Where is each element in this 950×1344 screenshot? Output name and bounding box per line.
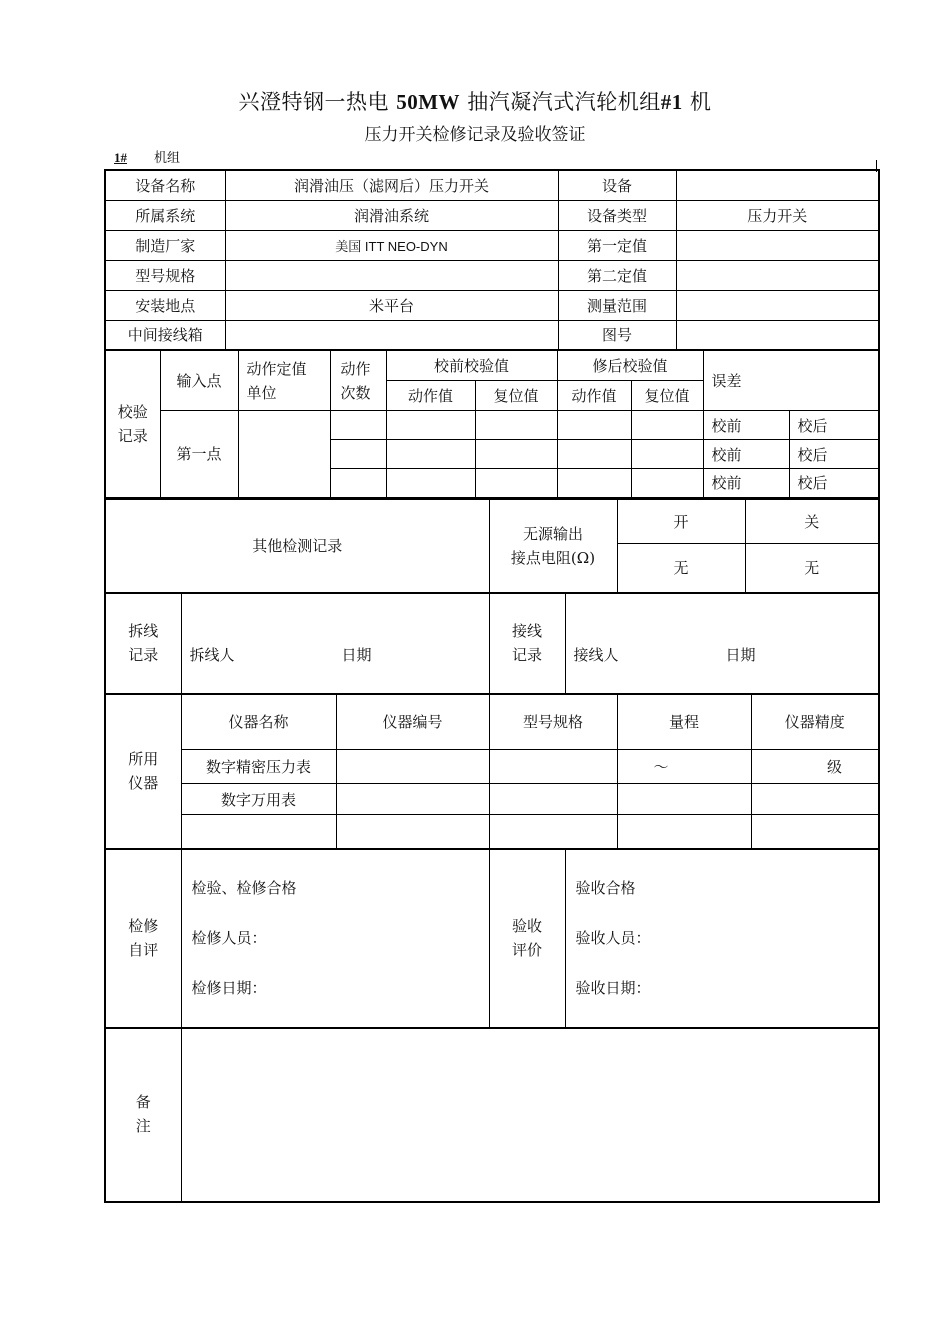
remove-wire-fields <box>181 593 489 694</box>
action-count-header <box>330 351 386 411</box>
error-after-label: 校后 <box>789 440 879 469</box>
instrument-number <box>336 815 489 849</box>
instrument-accuracy: 级 <box>751 750 879 784</box>
pre-reset-value-header: 复位值 <box>475 381 557 411</box>
instrument-accuracy <box>751 784 879 815</box>
info-value: 美国 ITT NEO-DYN <box>225 230 558 260</box>
info-label: 安装地点 <box>105 290 225 320</box>
calibration-table <box>104 350 880 499</box>
info-value <box>676 170 879 200</box>
acceptance-label <box>489 849 565 1029</box>
instrument-range: ～ <box>617 750 751 784</box>
instrument-accuracy-header: 仪器精度 <box>751 694 879 750</box>
calibration-cell <box>330 411 386 440</box>
connect-date-label: 日期 <box>725 646 756 665</box>
error-before-label: 校前 <box>703 440 789 469</box>
accept-date-label: 验收日期： <box>575 979 651 997</box>
instrument-number <box>336 750 489 784</box>
instrument-accuracy <box>751 815 879 849</box>
calibration-section-label <box>105 351 160 498</box>
info-label: 测量范围 <box>558 290 676 320</box>
info-value <box>676 290 879 320</box>
remarks-table <box>104 1027 880 1203</box>
instrument-range <box>617 784 751 815</box>
error-after-label: 校后 <box>789 411 879 440</box>
info-row <box>105 170 879 200</box>
title-unit-number: #1 <box>660 90 683 114</box>
info-value: 润滑油压（滤网后）压力开关 <box>225 170 558 200</box>
pre-action-value-header: 动作值 <box>386 381 475 411</box>
info-label: 设备名称 <box>105 170 225 200</box>
info-label: 型号规格 <box>105 260 225 290</box>
post-check-header: 修后校验值 <box>557 351 703 381</box>
info-label: 设备类型 <box>558 200 676 230</box>
self-evaluation-fields <box>181 849 489 1029</box>
info-row <box>105 320 879 350</box>
calibration-cell <box>330 440 386 469</box>
instrument-model <box>489 784 617 815</box>
instrument-model-header: 型号规格 <box>489 694 617 750</box>
info-label: 第二定值 <box>558 260 676 290</box>
instrument-range <box>617 815 751 849</box>
remove-date-label: 日期 <box>341 646 372 665</box>
instrument-name: 数字万用表 <box>181 784 336 815</box>
self-date-label: 检修日期： <box>191 979 267 997</box>
post-action-value-header: 动作值 <box>557 381 631 411</box>
info-value <box>676 320 879 350</box>
instrument-name <box>181 815 336 849</box>
instrument-model <box>489 750 617 784</box>
connect-wire-label <box>489 593 565 694</box>
info-label: 图号 <box>558 320 676 350</box>
pre-check-header: 校前校验值 <box>386 351 557 381</box>
remove-wire-label <box>105 593 181 694</box>
title-capacity: 50MW <box>396 90 461 114</box>
info-value <box>676 260 879 290</box>
info-value: 润滑油系统 <box>225 200 558 230</box>
calibration-cell <box>475 469 557 498</box>
document-title <box>0 86 950 116</box>
close-value: 无 <box>745 544 879 593</box>
remove-wire-label-text: 拆线 记录 <box>128 621 159 664</box>
error-header: 误差 <box>703 351 879 411</box>
unit-number: 1# <box>114 150 127 165</box>
action-setting-cell <box>238 411 330 498</box>
remarks-label <box>105 1028 181 1202</box>
title-part: 兴澄特钢一热电 <box>238 90 397 114</box>
calibration-cell <box>386 440 475 469</box>
connect-person-label: 接线人 <box>573 646 619 665</box>
connect-wire-fields <box>565 593 879 694</box>
input-point-header: 输入点 <box>160 351 238 411</box>
accept-pass-text: 验收合格 <box>575 879 636 897</box>
info-label: 中间接线箱 <box>105 320 225 350</box>
remove-person-label: 拆线人 <box>189 646 235 665</box>
calibration-cell <box>557 440 631 469</box>
passive-output-text: 无源输出 接点电阻(Ω) <box>510 524 596 567</box>
instrument-row <box>105 815 879 849</box>
point-1-label: 第一点 <box>160 411 238 498</box>
info-value: 压力开关 <box>676 200 879 230</box>
info-value <box>676 230 879 260</box>
instrument-row <box>105 750 879 784</box>
calibration-cell <box>631 440 703 469</box>
error-before-label: 校前 <box>703 469 789 498</box>
info-value: 米平台 <box>225 290 558 320</box>
instrument-number <box>336 784 489 815</box>
info-row <box>105 200 879 230</box>
calibration-cell <box>631 411 703 440</box>
unit-label: 机组 <box>154 151 181 166</box>
self-person-label: 检修人员： <box>191 929 267 947</box>
self-evaluation-label-text: 检修 自评 <box>128 917 159 959</box>
passive-output-resistance-label <box>489 500 617 593</box>
document-subtitle: 压力开关检修记录及验收签证 <box>364 125 586 145</box>
title-part: 机 <box>682 90 712 114</box>
error-before-label: 校前 <box>703 411 789 440</box>
calibration-cell <box>475 440 557 469</box>
evaluation-table <box>104 848 880 1029</box>
action-setting-unit-header <box>238 351 330 411</box>
connect-wire-label-text: 接线 记录 <box>511 621 542 664</box>
instrument-name-header: 仪器名称 <box>181 694 336 750</box>
calibration-label-text: 校验 记录 <box>117 402 148 445</box>
title-part: 抽汽凝汽式汽轮机组 <box>460 90 661 114</box>
instrument-range-header: 量程 <box>617 694 751 750</box>
calibration-cell <box>631 469 703 498</box>
action-setting-unit-text: 动作定值 单位 <box>246 359 307 402</box>
instruments-label-text: 所用 仪器 <box>128 749 159 792</box>
info-value <box>225 260 558 290</box>
remarks-label-text: 备 注 <box>135 1093 151 1136</box>
close-header: 关 <box>745 500 879 544</box>
calibration-cell <box>330 469 386 498</box>
self-evaluation-label <box>105 849 181 1029</box>
unit-line <box>114 147 180 166</box>
calibration-cell <box>475 411 557 440</box>
calibration-cell <box>557 411 631 440</box>
calibration-cell <box>386 469 475 498</box>
instrument-model <box>489 815 617 849</box>
accept-person-label: 验收人员： <box>575 929 651 947</box>
open-header: 开 <box>617 500 745 544</box>
info-label: 第一定值 <box>558 230 676 260</box>
info-row <box>105 230 879 260</box>
info-label: 制造厂家 <box>105 230 225 260</box>
calibration-cell <box>557 469 631 498</box>
instrument-name: 数字精密压力表 <box>181 750 336 784</box>
info-label: 所属系统 <box>105 200 225 230</box>
open-value: 无 <box>617 544 745 593</box>
other-tests-label: 其他检测记录 <box>105 500 489 593</box>
calibration-cell <box>386 411 475 440</box>
info-label: 设备 <box>558 170 676 200</box>
info-value <box>225 320 558 350</box>
acceptance-fields <box>565 849 879 1029</box>
error-after-label: 校后 <box>789 469 879 498</box>
equipment-info-table <box>104 169 880 351</box>
info-row <box>105 260 879 290</box>
other-tests-table <box>104 499 880 594</box>
acceptance-label-text: 验收 评价 <box>511 917 542 959</box>
action-count-text: 动作 次数 <box>340 359 371 402</box>
instrument-row <box>105 784 879 815</box>
info-row <box>105 290 879 320</box>
instrument-number-header: 仪器编号 <box>336 694 489 750</box>
remarks-content <box>181 1028 879 1202</box>
instruments-section-label <box>105 694 181 849</box>
post-reset-value-header: 复位值 <box>631 381 703 411</box>
instruments-table <box>104 693 880 850</box>
self-pass-text: 检验、检修合格 <box>191 879 297 897</box>
wiring-table <box>104 592 880 695</box>
